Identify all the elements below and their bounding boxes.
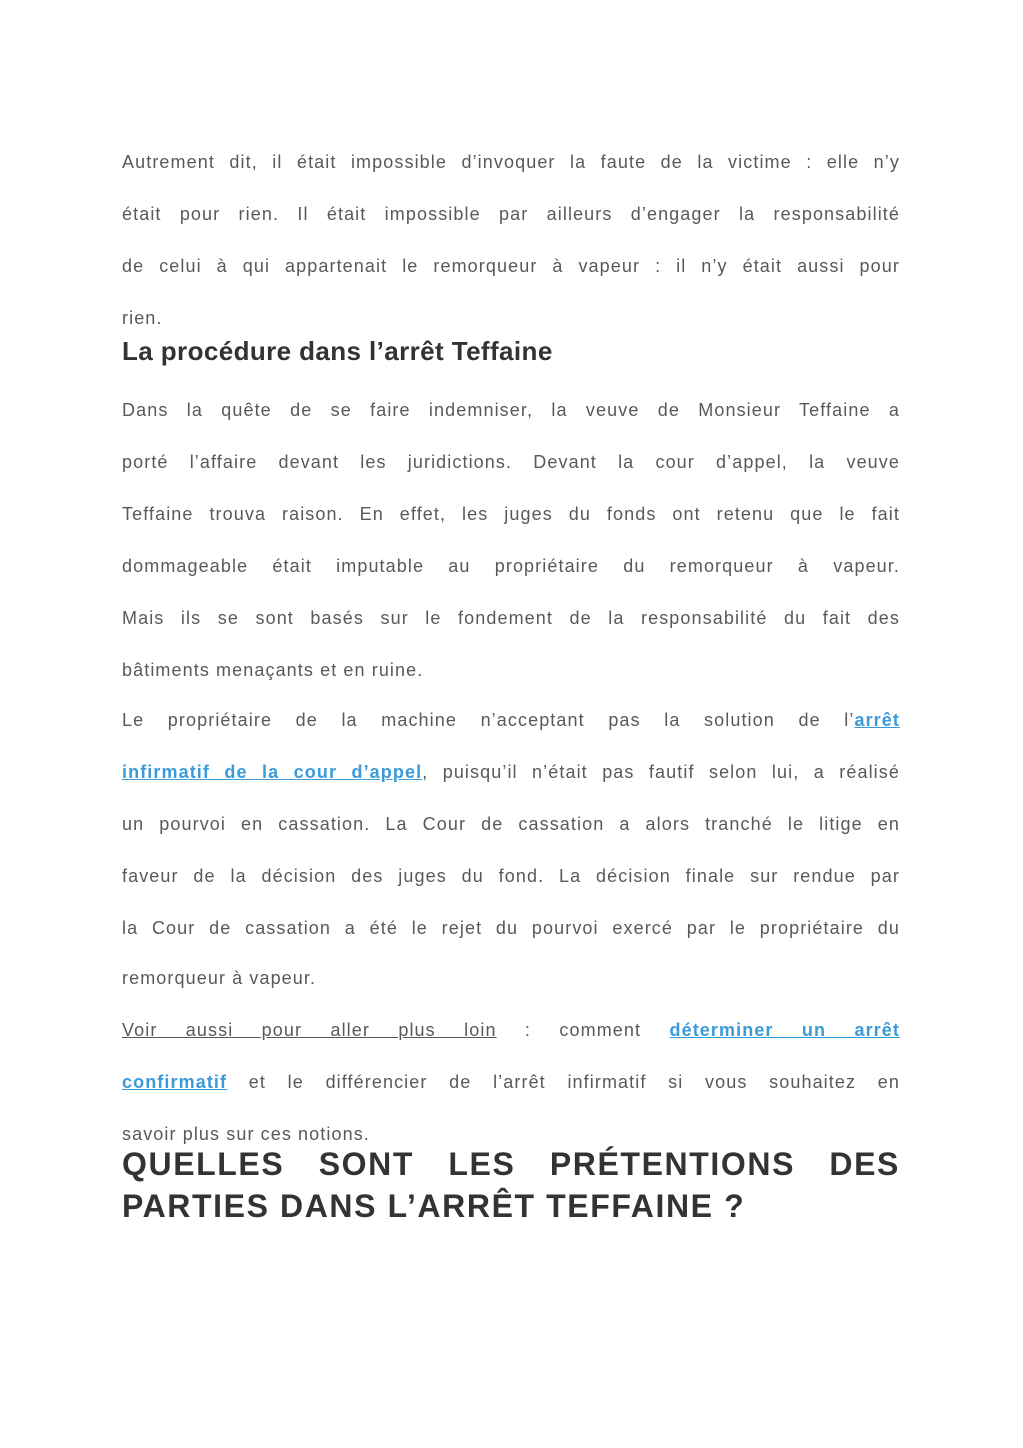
voir-aussi-link[interactable]: Voir aussi pour aller plus loin — [122, 1020, 497, 1040]
main-heading-line: QUELLES SONT LES PRÉTENTIONS DES — [122, 1146, 900, 1182]
paragraph-line: savoir plus sur ces notions. — [122, 1124, 370, 1144]
confirmatif-link[interactable]: confirmatif — [122, 1072, 228, 1092]
paragraph-line — [122, 760, 900, 784]
paragraph-line: Mais ils se sont basés sur le fondement de la responsabilité du fait des — [122, 608, 900, 628]
arret-infirmatif-link-continued[interactable]: infirmatif de la cour d’appel — [122, 762, 423, 782]
main-heading-line: PARTIES DANS L’ARRÊT TEFFAINE ? — [122, 1188, 746, 1224]
paragraph-line: Autrement dit, il était impossible d’invoquer la faute de la victime : elle n’y — [122, 152, 900, 172]
paragraph-text: et le différencier de l’arrêt infirmatif si vous souhaitez en — [227, 1072, 900, 1092]
paragraph-line: bâtiments menaçants et en ruine. — [122, 660, 424, 680]
paragraph-line: un pourvoi en cassation. La Cour de cassation a alors tranché le litige en — [122, 814, 900, 834]
paragraph-line — [122, 1018, 900, 1042]
paragraph-text: : comment — [496, 1020, 670, 1040]
paragraph-line: rien. — [122, 308, 163, 328]
paragraph-line: Dans la quête de se faire indemniser, la veuve de Monsieur Teffaine a — [122, 400, 900, 420]
paragraph-line: faveur de la décision des juges du fond. La décision finale sur rendue par — [122, 866, 900, 886]
section-heading: La procédure dans l’arrêt Teffaine — [122, 336, 553, 366]
paragraph-text: , puisqu’il n’était pas fautif selon lui, a réalisé — [422, 762, 900, 782]
paragraph-line: porté l’affaire devant les juridictions. Devant la cour d’appel, la veuve — [122, 452, 900, 472]
determiner-arret-link[interactable]: déterminer un arrêt — [669, 1020, 900, 1040]
paragraph-line: était pour rien. Il était impossible par ailleurs d’engager la responsabilité — [122, 204, 900, 224]
paragraph-line: remorqueur à vapeur. — [122, 968, 317, 988]
paragraph-line — [122, 1070, 900, 1094]
paragraph-text: Le propriétaire de la machine n’acceptant pas la solution de l’ — [122, 710, 855, 730]
arret-infirmatif-link[interactable]: arrêt — [854, 710, 900, 730]
paragraph-line: la Cour de cassation a été le rejet du pourvoi exercé par le propriétaire du — [122, 918, 900, 938]
paragraph-line: Teffaine trouva raison. En effet, les juges du fonds ont retenu que le fait — [122, 504, 900, 524]
paragraph-line: de celui à qui appartenait le remorqueur à vapeur : il n’y était aussi pour — [122, 256, 900, 276]
paragraph-line — [122, 708, 900, 732]
paragraph-line: dommageable était imputable au propriétaire du remorqueur à vapeur. — [122, 556, 900, 576]
